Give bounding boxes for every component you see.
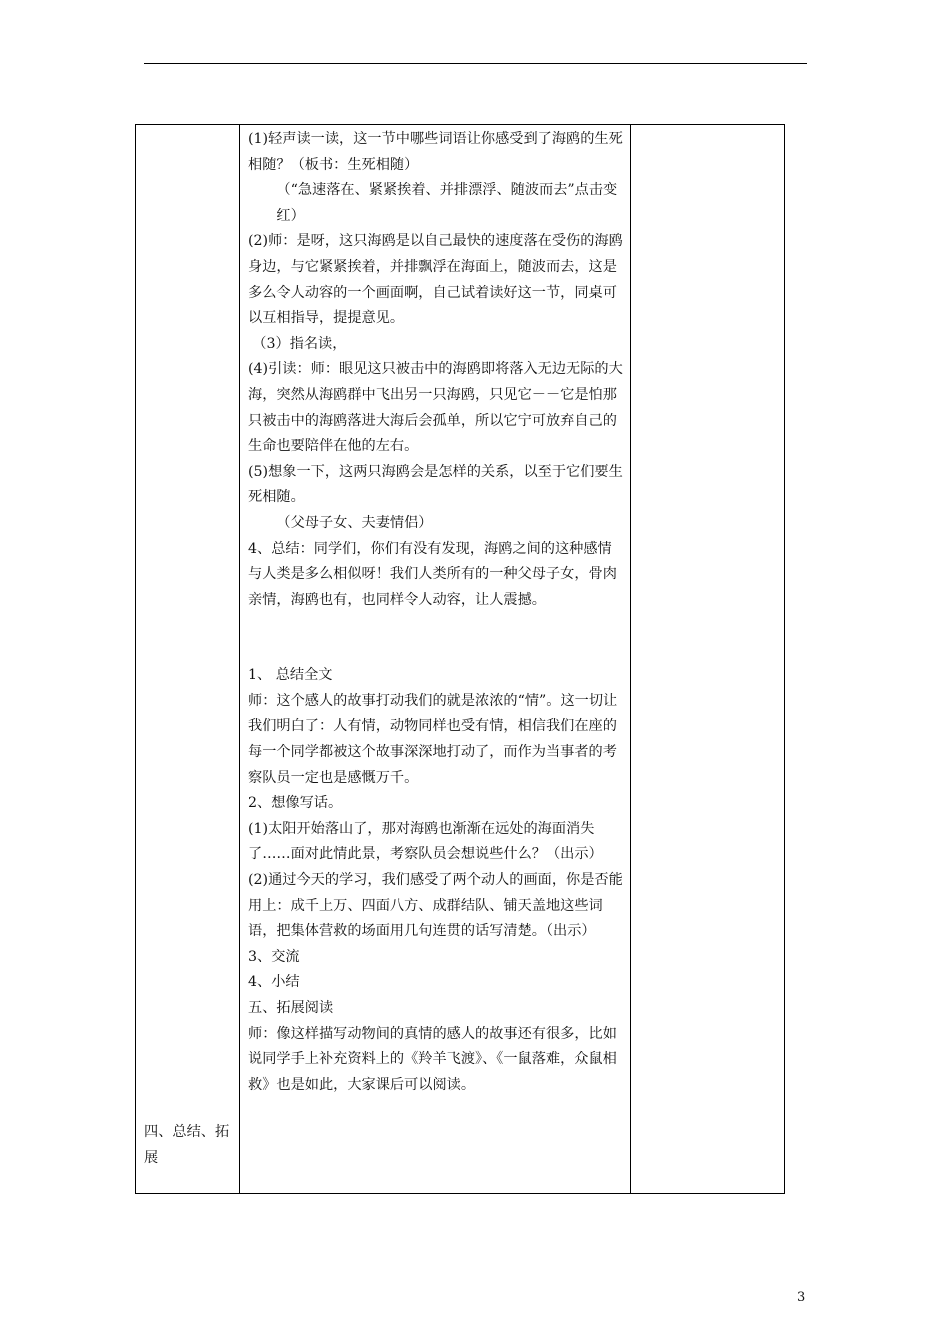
paragraph: 师：像这样描写动物间的真情的感人的故事还有很多，比如说同学手上补充资料上的《羚羊飞渡》、《一鼠落难，众鼠相救》也是如此，大家课后可以阅读。 [248,1025,617,1093]
paragraph: （父母子女、夫妻情侣） [276,514,433,531]
section-label: 四、总结、拓展 [144,1124,230,1166]
column-divider-1 [239,125,240,1193]
paragraph: （3）指名读， [252,335,347,352]
paragraph: (4)引读：师：眼见这只被击中的海鸥即将落入无边无际的大海，突然从海鸥群中飞出另一只海鸥，只见它－－它是怕那只被击中的海鸥落进大海后会孤单，所以它宁可放弃自己的生命也要陪伴在他的左右。 [248,361,623,455]
column-divider-2 [630,125,631,1193]
paragraph: 1、 总结全文 [248,667,333,684]
paragraph: 4、总结：同学们，你们有没有发现，海鸥之间的这种感情与人类是多么相似呀！我们人类所有的一种父母子女，骨肉亲情，海鸥也有，也同样令人动容，让人震撼。 [248,540,617,608]
paragraph: (1)太阳开始落山了，那对海鸥也渐渐在远处的海面消失了……面对此情此景，考察队员会想说些什么？（出示） [248,820,603,863]
lesson-content [248,127,624,1098]
paragraph: 五、拓展阅读 [248,1000,334,1016]
paragraph: 2、想像写话。 [248,795,343,812]
header-rule [144,63,807,64]
paragraph: （“急速落在、紧紧挨着、并排漂浮、随波而去”点击变红） [276,182,618,224]
paragraph: 4、小结 [248,974,300,991]
paragraph: 师：这个感人的故事打动我们的就是浓浓的“情”。这一切让我们明白了：人有情，动物同样也受有情，相信我们在座的每一个同学都被这个故事深深地打动了，而作为当事者的考察队员一定也是感慨万千。 [248,692,618,786]
spacer [248,613,624,663]
paragraph: 3、交流 [248,948,300,965]
paragraph: (2)通过今天的学习，我们感受了两个动人的画面，你是否能用上：成千上万、四面八方、成群结队、铺天盖地这些词语，把集体营救的场面用几句连贯的话写清楚。（出示） [248,872,623,940]
page-number: 3 [797,1290,806,1305]
paragraph: (2)师：是呀，这只海鸥是以自己最快的速度落在受伤的海鸥身边，与它紧紧挨着，并排飘浮在海面上，随波而去，这是多么令人动容的一个画面啊，自己试着读好这一节，同桌可以互相指导，提提意见。 [248,233,623,327]
paragraph: (5)想象一下，这两只海鸥会是怎样的关系，以至于它们要生死相随。 [248,463,623,506]
lesson-table [135,124,785,1194]
paragraph: (1)轻声读一读，这一节中哪些词语让你感受到了海鸥的生死相随？（板书：生死相随） [248,131,623,173]
